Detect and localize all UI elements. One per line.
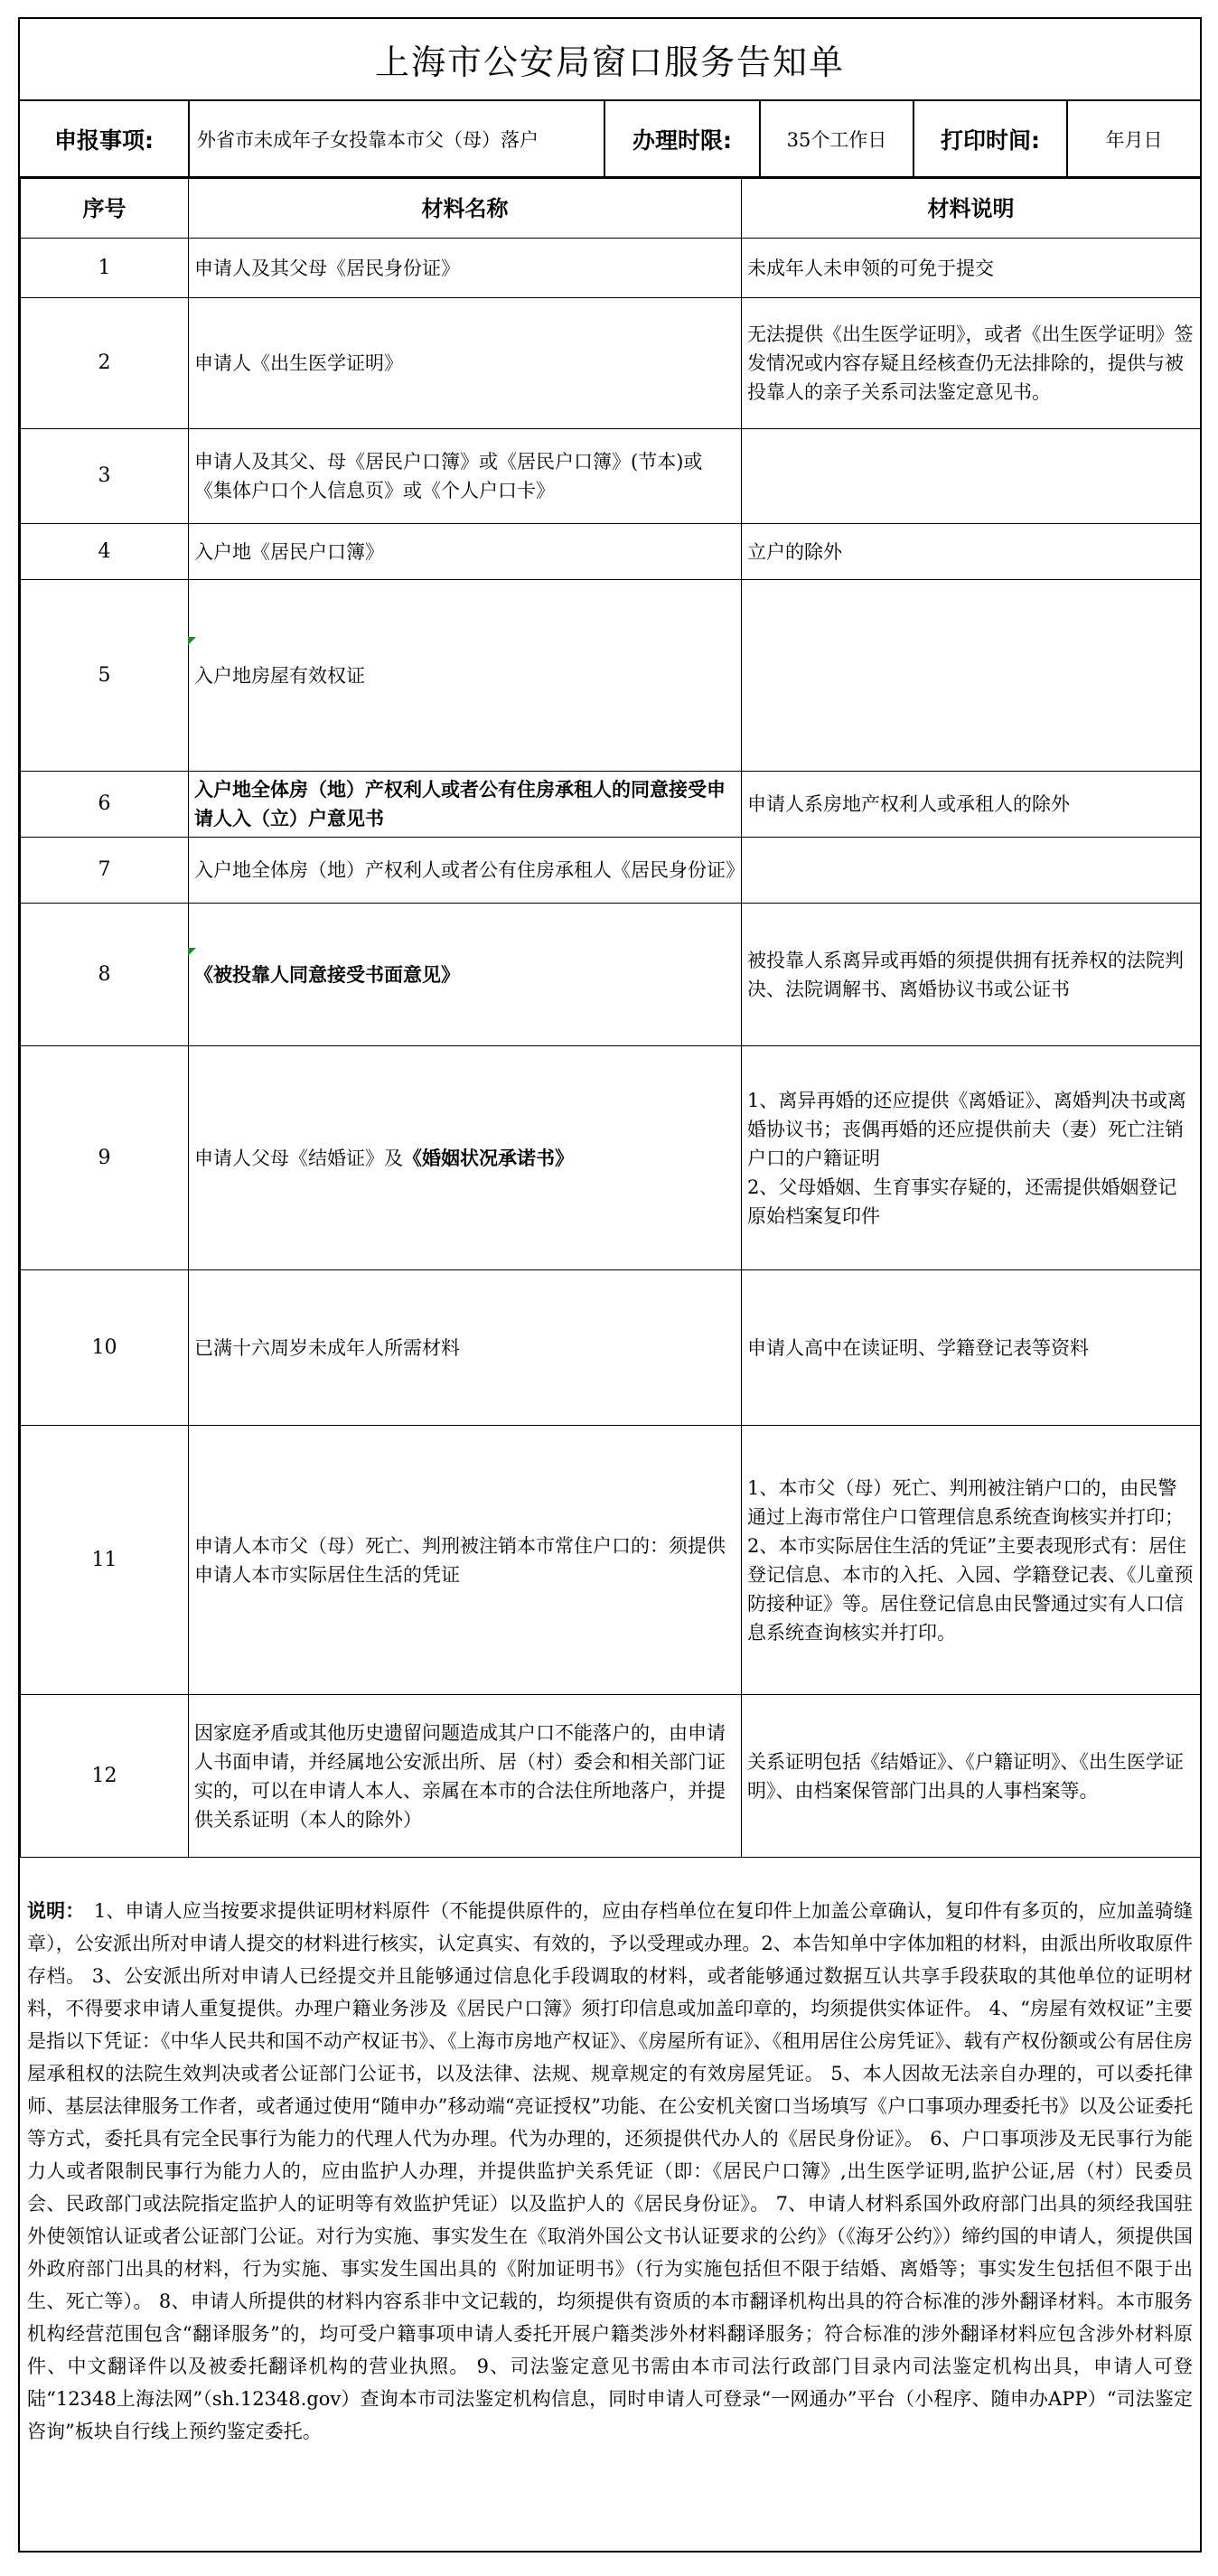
cell-marker — [188, 948, 196, 956]
row-seq: 4 — [21, 524, 189, 580]
row-material-name: 《被投靠人同意接受书面意见》 — [189, 904, 742, 1046]
row-material-name: 入户地房屋有效权证 — [189, 580, 742, 772]
row-seq: 1 — [21, 239, 189, 298]
row-seq: 6 — [21, 772, 189, 838]
row-material-name — [189, 1046, 742, 1270]
row-seq: 2 — [21, 298, 189, 429]
row-material-desc: 被投靠人系离异或再婚的须提供拥有抚养权的法院判决、法院调解书、离婚协议书或公证书 — [742, 904, 1201, 1046]
table-row — [21, 838, 1201, 904]
header-row — [20, 101, 1200, 178]
row-material-name: 入户地《居民户口簿》 — [189, 524, 742, 580]
table-row — [21, 1270, 1201, 1426]
time-limit-label: 办理时限: — [632, 126, 732, 154]
row-material-desc: 申请人高中在读证明、学籍登记表等资料 — [742, 1270, 1201, 1426]
row-material-desc: 关系证明包括《结婚证》、《户籍证明》、《出生医学证明》、由档案保管部门出具的人事档案等。 — [742, 1695, 1201, 1858]
row-material-desc: 未成年人未申领的可免于提交 — [742, 239, 1201, 298]
row-seq: 11 — [21, 1426, 189, 1695]
row-material-name: 申请人及其父、母《居民户口簿》或《居民户口簿》(节本)或《集体户口个人信息页》或《个人户口卡》 — [189, 429, 742, 524]
table-row — [21, 524, 1201, 580]
row-material-name: 因家庭矛盾或其他历史遗留问题造成其户口不能落户的，由申请人书面申请，并经属地公安派出所、居（村）委会和相关部门证实的，可以在申请人本人、亲属在本市的合法住所地落户，并提供关系证明（本人的除外） — [189, 1695, 742, 1858]
row-material-desc: 无法提供《出生医学证明》，或者《出生医学证明》签发情况或内容存疑且经核查仍无法排除的，提供与被投靠人的亲子关系司法鉴定意见书。 — [742, 298, 1201, 429]
time-limit-value: 35个工作日 — [786, 128, 887, 151]
desc-line: 1、本市父（母）死亡、判刑被注销户口的，由民警通过上海市常住户口管理信息系统查询核实并打印； — [747, 1476, 1184, 1528]
table-row — [21, 298, 1201, 429]
column-header-row — [21, 179, 1201, 239]
page-title: 上海市公安局窗口服务告知单 — [20, 19, 1200, 101]
row-material-name: 申请人《出生医学证明》 — [189, 298, 742, 429]
col-name-header: 材料名称 — [189, 179, 742, 239]
table-row — [21, 580, 1201, 772]
row-material-name: 入户地全体房（地）产权利人或者公有住房承租人《居民身份证》 — [189, 838, 742, 904]
table-row — [21, 904, 1201, 1046]
row-material-desc — [742, 1426, 1201, 1695]
col-seq-header: 序号 — [21, 179, 189, 239]
desc-line: 2、本市实际居住生活的凭证”主要表现形式有：居住登记信息、本市的入托、入园、学籍登记表、《儿童预防接种证》等。居住登记信息由民警通过实有人口信息系统查询核实并打印。 — [747, 1534, 1194, 1644]
row-material-desc — [742, 429, 1201, 524]
print-time-label: 打印时间: — [941, 126, 1040, 154]
row-material-desc — [742, 838, 1201, 904]
desc-line: 1、离异再婚的还应提供《离婚证》、离婚判决书或离婚协议书；丧偶再婚的还应提供前夫（妻）死亡注销户口的户籍证明 — [747, 1089, 1186, 1169]
row-material-name: 入户地全体房（地）产权利人或者公有住房承租人的同意接受申请人入（立）户意见书 — [189, 772, 742, 838]
row-seq: 3 — [21, 429, 189, 524]
table-row — [21, 772, 1201, 838]
item-value: 外省市未成年子女投靠本市父（母）落户 — [197, 128, 539, 151]
notes-body: 1、申请人应当按要求提供证明材料原件（不能提供原件的，应由存档单位在复印件上加盖公章确认，复印件有多页的，应加盖骑缝章），公安派出所对申请人提交的材料进行核实，认定真实、有效的，予以受理或办理。2、本告知单中字体加粗的材料，由派出所收取原件存档。 3、公安派出所对申请人已经提交并且能够通过信息化手段调取的材料，或者能够通过数据互认共享手段获取的其他单位的证明材料，不得要求申请人重复提供。办理户籍业务涉及《居民户口簿》须打印信息或加盖印章的，均须提供实体证件。 4、“房屋有效权证”主要是指以下凭证：《中华人民共和国不动产权证书》、《上海市房地产权证》、《房屋所有证》、《租用居住公房凭证》、载有产权份额或公有居住房屋承租权的法院生效判决或者公证部门公证书，以及法律、法规、规章规定的有效房屋凭证。 5、本人因故无法亲自办理的，可以委托律师、基层法律服务工作者，或者通过使用“随申办”移动端“亮证授权”功能、在公安机关窗口当场填写《户口事项办理委托书》以及公证委托等方式，委托具有完全民事行为能力的代理人代为办理。代为办理的，还须提供代办人的《居民身份证》。 6、户口事项涉及无民事行为能力人或者限制民事行为能力人的，应由监护人办理，并提供监护关系凭证（即：《居民户口簿》,出生医学证明,监护公证,居（村）民委员会、民政部门或法院指定监护人的证明等有效监护凭证）以及监护人的《居民身份证》。 7、申请人材料系国外政府部门出具的须经我国驻外使领馆认证或者公证部门公证。对行为实施、事实发生在《取消外国公文书认证要求的公约》（《海牙公约》）缔约国的申请人，须提供国外政府部门出具的材料，行为实施、事实发生国出具的《附加证明书》（行为实施包括但不限于结婚、离婚等；事实发生包括但不限于出生、死亡等）。 8、申请人所提供的材料内容系非中文记载的，均须提供有资质的本市翻译机构出具的符合标准的涉外翻译材料。本市服务机构经营范围包含“翻译服务”的，均可受户籍事项申请人委托开展户籍类涉外材料翻译服务；符合标准的涉外翻译材料应包含涉外材料原件、中文翻译件以及被委托翻译机构的营业执照。 9、司法鉴定意见书需由本市司法行政部门目录内司法鉴定机构出具，申请人可登陆“12348上海法网”（sh.12348.gov）查询本市司法鉴定机构信息，同时申请人可登录“一网通办”平台（小程序、随申办APP）“司法鉴定咨询”板块自行线上预约鉴定委托。 — [27, 1900, 1194, 2442]
row-seq: 10 — [21, 1270, 189, 1426]
table-row — [21, 1695, 1201, 1858]
row-material-name-part: 申请人父母《结婚证》及 — [194, 1147, 403, 1169]
row-seq: 9 — [21, 1046, 189, 1270]
notes-lead: 说明： — [27, 1899, 75, 1922]
table-row — [21, 1426, 1201, 1695]
row-seq: 8 — [21, 904, 189, 1046]
table-row — [21, 429, 1201, 524]
row-seq: 12 — [21, 1695, 189, 1858]
table-row — [21, 1046, 1201, 1270]
cell-marker — [188, 637, 196, 645]
row-material-desc: 立户的除外 — [742, 524, 1201, 580]
row-material-desc: 申请人系房地产权利人或承租人的除外 — [742, 772, 1201, 838]
row-material-name: 申请人本市父（母）死亡、判刑被注销本市常住户口的：须提供申请人本市实际居住生活的凭证 — [189, 1426, 742, 1695]
item-label: 申报事项: — [54, 126, 154, 154]
row-seq: 7 — [21, 838, 189, 904]
row-seq: 5 — [21, 580, 189, 772]
row-material-name: 申请人及其父母《居民身份证》 — [189, 239, 742, 298]
row-material-desc — [742, 580, 1201, 772]
row-material-desc — [742, 1046, 1201, 1270]
table-row — [21, 239, 1201, 298]
notes-section — [20, 1889, 1200, 2453]
notice-sheet — [18, 17, 1202, 2553]
col-desc-header: 材料说明 — [742, 179, 1201, 239]
row-material-name-bold-part: 《婚姻状况承诺书》 — [403, 1146, 574, 1169]
materials-table — [20, 178, 1201, 1858]
row-material-name: 已满十六周岁未成年人所需材料 — [189, 1270, 742, 1426]
print-time-value: 年月日 — [1105, 128, 1163, 151]
desc-line: 2、父母婚姻、生育事实存疑的，还需提供婚姻登记原始档案复印件 — [747, 1176, 1177, 1227]
